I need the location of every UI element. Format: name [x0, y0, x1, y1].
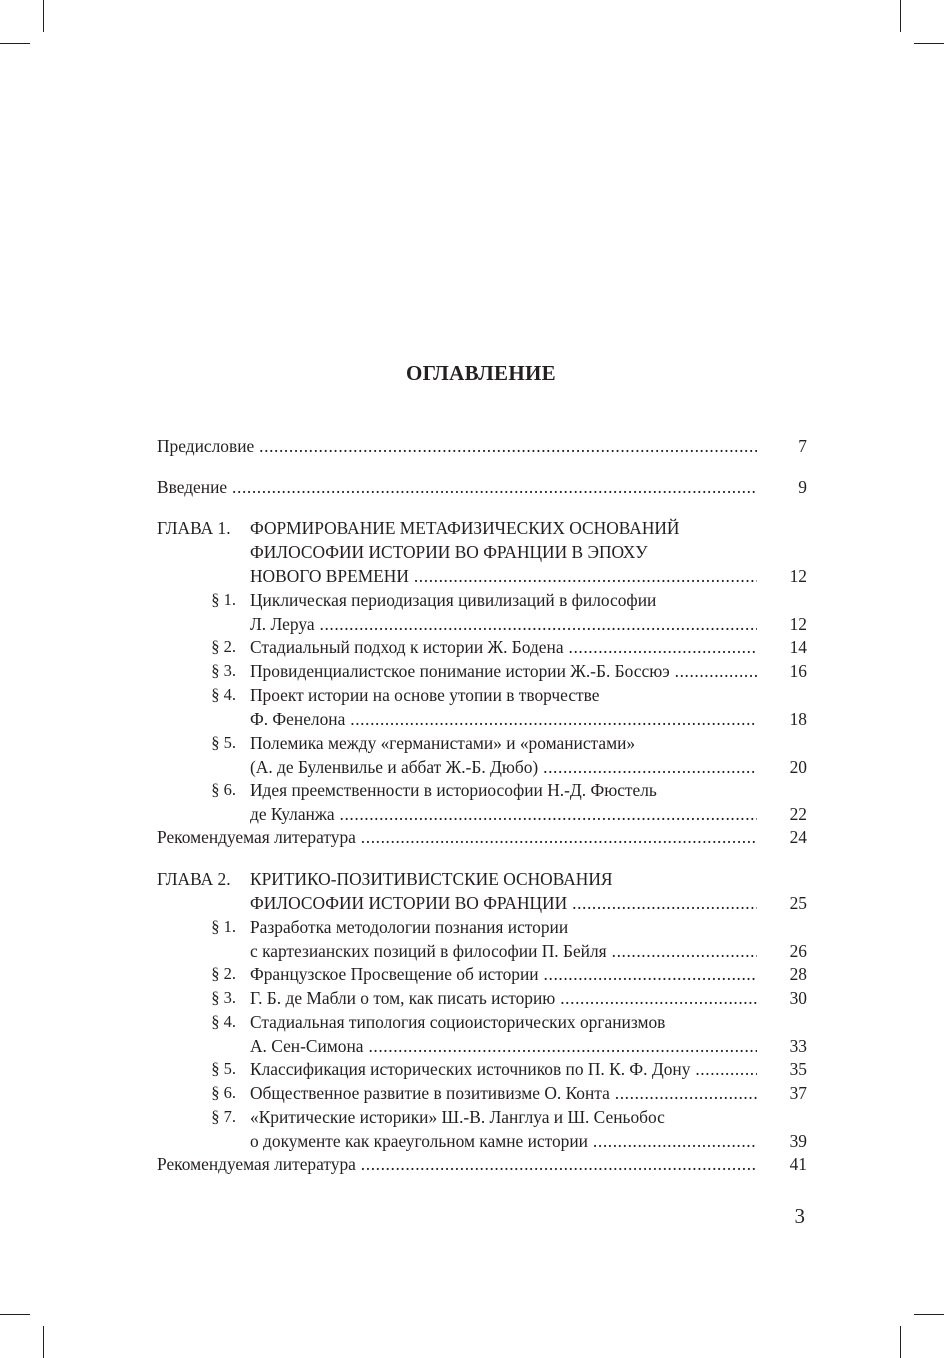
- section-number: § 6.: [211, 780, 236, 799]
- toc-page-number: 22: [789, 804, 807, 824]
- toc-section[interactable]: [157, 588, 807, 612]
- toc-chapter-1-cont: [157, 564, 807, 588]
- toc-chapter-1-cont: [157, 540, 807, 564]
- section-number: § 2.: [211, 637, 236, 656]
- section-number: § 5.: [211, 1059, 236, 1078]
- chapter-label: ГЛАВА 1.: [157, 518, 231, 538]
- toc-entry-label: Предисловие .....: [157, 434, 757, 458]
- toc-page-number: 18: [789, 709, 807, 729]
- toc-section[interactable]: [157, 731, 807, 755]
- toc-section[interactable]: [157, 659, 807, 683]
- toc-chapter-2[interactable]: [157, 867, 807, 891]
- toc-page-number: 14: [789, 637, 807, 657]
- toc-page-number: 12: [789, 566, 807, 586]
- toc-entry-literature[interactable]: [157, 825, 807, 849]
- toc-section[interactable]: [157, 1081, 807, 1105]
- section-title-line: Полемика между «германистами» и «романистами»: [250, 733, 636, 753]
- section-number: § 3.: [211, 661, 236, 680]
- toc-page-number: 39: [789, 1131, 807, 1151]
- section-title-line: Ф. Фенелона .....: [250, 707, 757, 731]
- toc-entry-label: Рекомендуемая литература .....: [157, 825, 757, 849]
- chapter-title-line: ФИЛОСОФИИ ИСТОРИИ ВО ФРАНЦИИ В ЭПОХУ: [250, 542, 648, 562]
- crop-mark: [900, 1326, 901, 1358]
- toc-entry-intro[interactable]: [157, 475, 807, 499]
- toc-section[interactable]: [157, 915, 807, 939]
- chapter-title-line: ФИЛОСОФИИ ИСТОРИИ ВО ФРАНЦИИ .....: [250, 891, 757, 915]
- toc-section[interactable]: [157, 683, 807, 707]
- section-title-line: Провиденциалистское понимание истории Ж.-Б. Боссюэ .....: [250, 659, 757, 683]
- section-number: § 1.: [211, 590, 236, 609]
- crop-mark: [43, 0, 44, 32]
- section-number: § 2.: [211, 964, 236, 983]
- section-title-line: Стадиальная типология социоисторических организмов: [250, 1012, 666, 1032]
- section-number: § 4.: [211, 1012, 236, 1031]
- toc-section-cont: [157, 939, 807, 963]
- toc-section[interactable]: [157, 1010, 807, 1034]
- section-number: § 7.: [211, 1107, 236, 1126]
- section-title-line: Проект истории на основе утопии в творчестве: [250, 685, 600, 705]
- section-title-line: Классификация исторических источников по П. К. Ф. Дону .....: [250, 1057, 757, 1081]
- section-title-line: Г. Б. де Мабли о том, как писать историю .....: [250, 986, 757, 1010]
- toc-section[interactable]: [157, 635, 807, 659]
- toc-page-number: 24: [789, 827, 807, 847]
- crop-mark: [900, 0, 901, 32]
- toc-section[interactable]: [157, 1105, 807, 1129]
- toc-section[interactable]: [157, 778, 807, 802]
- toc-section[interactable]: [157, 1057, 807, 1081]
- toc-section-cont: [157, 802, 807, 826]
- toc-page-number: 35: [789, 1059, 807, 1079]
- toc-chapter-2-cont: [157, 891, 807, 915]
- toc-page-number: 28: [789, 964, 807, 984]
- crop-mark: [43, 1326, 44, 1358]
- crop-mark: [914, 43, 944, 44]
- toc-page-number: 41: [789, 1154, 807, 1174]
- toc-section[interactable]: [157, 962, 807, 986]
- section-title-line: «Критические историки» Ш.-В. Ланглуа и Ш. Сеньобос: [250, 1107, 665, 1127]
- crop-mark: [914, 1314, 944, 1315]
- toc-entry-literature[interactable]: [157, 1152, 807, 1176]
- toc-page-number: 20: [789, 757, 807, 777]
- section-number: § 1.: [211, 917, 236, 936]
- section-number: § 6.: [211, 1083, 236, 1102]
- section-title-line: Разработка методологии познания истории: [250, 917, 569, 937]
- toc-chapter-1[interactable]: [157, 516, 807, 540]
- section-title-line: Стадиальный подход к истории Ж. Бодена .....: [250, 635, 757, 659]
- section-title-line: Общественное развитие в позитивизме О. Конта .....: [250, 1081, 757, 1105]
- toc-entry-preface[interactable]: [157, 434, 807, 458]
- toc-section-cont: [157, 1034, 807, 1058]
- section-title-line: о документе как краеугольном камне истории .....: [250, 1129, 757, 1153]
- chapter-title-line: КРИТИКО-ПОЗИТИВИСТСКИЕ ОСНОВАНИЯ: [250, 869, 613, 889]
- chapter-title-line: ФОРМИРОВАНИЕ МЕТАФИЗИЧЕСКИХ ОСНОВАНИЙ: [250, 518, 680, 538]
- toc-page-number: 9: [798, 477, 807, 497]
- section-title-line: Французское Просвещение об истории .....: [250, 962, 757, 986]
- section-number: § 4.: [211, 685, 236, 704]
- toc-page-number: 33: [789, 1036, 807, 1056]
- section-number: § 3.: [211, 988, 236, 1007]
- toc-page-number: 26: [789, 941, 807, 961]
- toc-page-number: 25: [789, 893, 807, 913]
- section-title-line: Идея преемственности в историософии Н.-Д. Фюстель: [250, 780, 657, 800]
- toc-entry-label: Рекомендуемая литература .....: [157, 1152, 757, 1176]
- toc-section-cont: [157, 1129, 807, 1153]
- chapter-title-line: НОВОГО ВРЕМЕНИ .....: [250, 564, 757, 588]
- section-number: § 5.: [211, 733, 236, 752]
- toc-page-number: 37: [789, 1083, 807, 1103]
- section-title-line: А. Сен-Симона .....: [250, 1034, 757, 1058]
- toc-section[interactable]: [157, 986, 807, 1010]
- toc-entry-label: Введение .....: [157, 475, 757, 499]
- toc-section-cont: [157, 612, 807, 636]
- section-title-line: де Куланжа .....: [250, 802, 757, 826]
- section-title-line: с картезианских позиций в философии П. Бейля .....: [250, 939, 757, 963]
- toc-page-number: 7: [798, 436, 807, 456]
- toc-section-cont: [157, 707, 807, 731]
- crop-mark: [0, 43, 30, 44]
- toc-page-number: 30: [789, 988, 807, 1008]
- toc-page-number: 16: [789, 661, 807, 681]
- section-title-line: Циклическая периодизация цивилизаций в философии: [250, 590, 657, 610]
- crop-mark: [0, 1314, 30, 1315]
- section-title-line: Л. Леруа .....: [250, 612, 757, 636]
- folio-page-number: 3: [794, 1204, 805, 1228]
- toc-section-cont: [157, 755, 807, 779]
- toc-page-number: 12: [789, 614, 807, 634]
- chapter-label: ГЛАВА 2.: [157, 869, 231, 889]
- section-title-line: (А. де Буленвилье и аббат Ж.-Б. Дюбо) .....: [250, 755, 757, 779]
- page-title: ОГЛАВЛЕНИЕ: [406, 361, 556, 385]
